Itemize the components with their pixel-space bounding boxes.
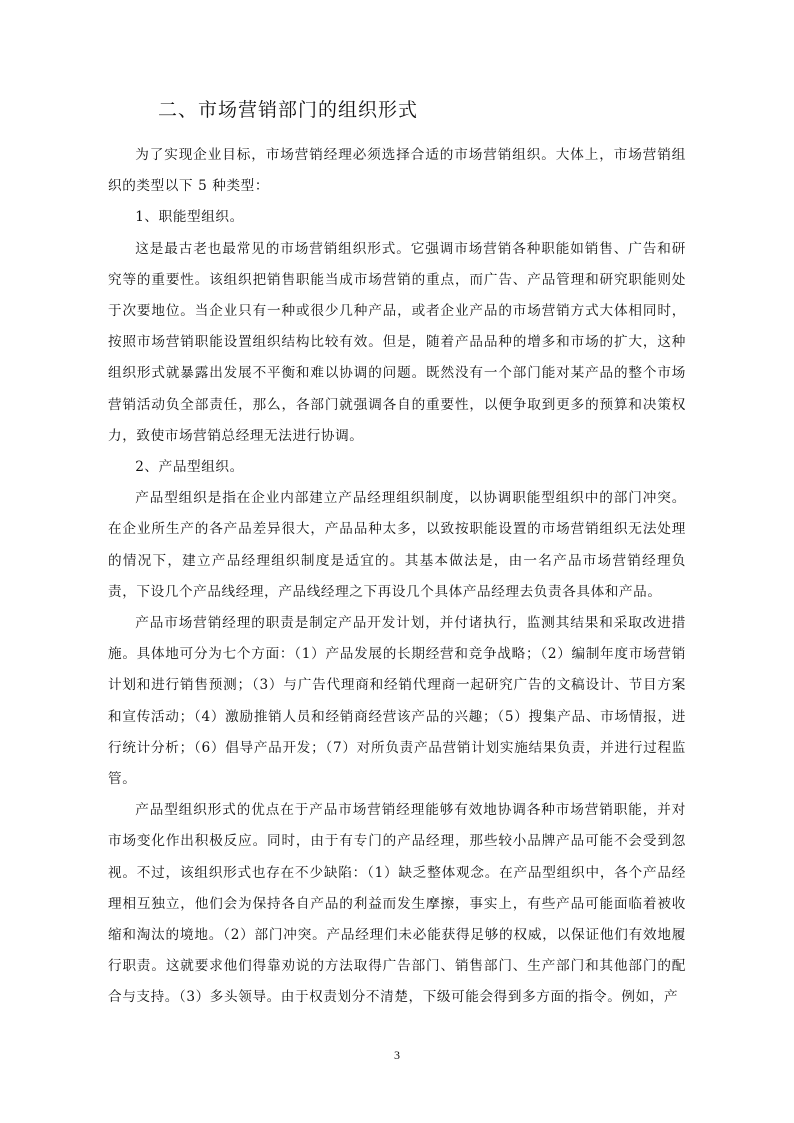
paragraph-product-organization: 产品型组织是指在企业内部建立产品经理组织制度，以协调职能型组织中的部门冲突。在企业所生产的各产品差异很大，产品品种太多，以致按职能设置的市场营销组织无法处理的情况下，建立产品经理组织制度是适宜的。其基本做法是，由一名产品市场营销经理负责，下设几个产品线经理，产品线经理之下再设几个具体产品经理去负责各具体和产品。 xyxy=(108,490,686,600)
paragraph-functional-organization: 这是最古老也最常见的市场营销组织形式。它强调市场营销各种职能如销售、广告和研究等的重要性。该组织把销售职能当成市场营销的重点，而广告、产品管理和研究职能则处于次要地位。当企业只有一种或很少几种产品，或者企业产品的市场营销方式大体相同时，按照市场营销职能设置组织结构比较有效。但是，随着产品品种的增多和市场的扩大，这种组织形式就暴露出发展不平衡和难以协调的问题。既然没有一个部门能对某产品的整个市场营销活动负全部责任，那么，各部门就强调各自的重要性，以便争取到更多的预算和决策权力，致使市场营销总经理无法进行协调。 xyxy=(108,240,686,444)
paragraph-product-organization-pros-cons: 产品型组织形式的优点在于产品市场营销经理能够有效地协调各种市场营销职能，并对市场变化作出积极反应。同时，由于有专门的产品经理，那些较小品牌产品可能不会受到忽视。不过，该组织形式也存在不少缺陷：（1）缺乏整体观念。在产品型组织中，各个产品经理相互独立，他们会为保持各自产品的利益而发生摩擦，事实上，有些产品可能面临着被收缩和淘汰的境地。（2）部门冲突。产品经理们未必能获得足够的权威，以保证他们有效地履行职责。这就要求他们得靠劝说的方法取得广告部门、销售部门、生产部门和其他部门的配合与支持。（3）多头领导。由于权责划分不清楚，下级可能会得到多方面的指令。例如，产 xyxy=(108,802,686,1006)
paragraph-product-manager-duties: 产品市场营销经理的职责是制定产品开发计划，并付诸执行，监测其结果和采取改进措施。具体地可分为七个方面：（1）产品发展的长期经营和竞争战略；（2）编制年度市场营销计划和进行销售预测；（3）与广告代理商和经销代理商一起研究广告的文稿设计、节目方案和宣传活动；（4）激励推销人员和经销商经营该产品的兴趣；（5）搜集产品、市场情报，进行统计分析；（6）倡导产品开发；（7）对所负责产品营销计划实施结果负责，并进行过程监管。 xyxy=(108,615,686,788)
subheading-product-organization: 2、产品型组织。 xyxy=(135,459,244,476)
paragraph-intro: 为了实现企业目标，市场营销经理必须选择合适的市场营销组织。大体上，市场营销组织的类型以下 5 种类型： xyxy=(108,147,686,195)
subheading-functional-organization: 1、职能型组织。 xyxy=(135,209,244,226)
section-heading: 二、市场营销部门的组织形式 xyxy=(158,99,419,121)
page-number: 3 xyxy=(394,1048,400,1062)
document-page xyxy=(108,94,686,1014)
